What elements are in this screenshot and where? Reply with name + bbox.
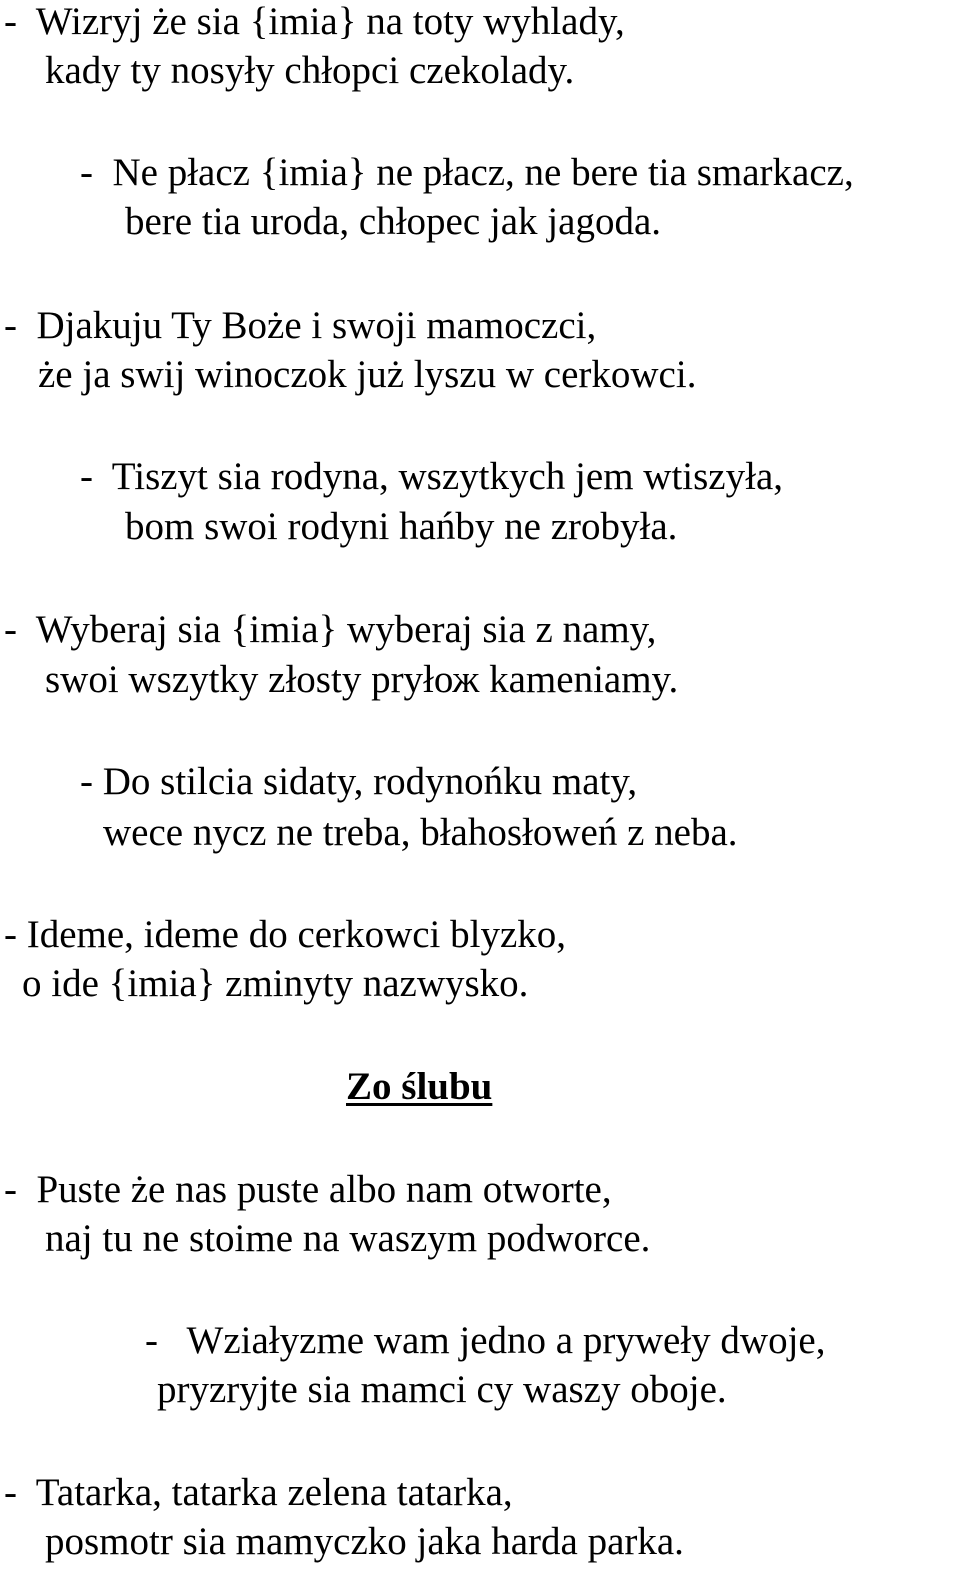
stanza-4-line-1: - Tiszyt sia rodyna, wszytkych jem wtiszyła, [80,455,784,498]
stanza-7-line-2: o ide {imia} zminyty nazwysko. [22,962,529,1005]
stanza-3-line-1: - Djakuju Ty Bożе i swoji mamoczci, [4,304,597,347]
stanza-2-line-2: bere tia uroda, chłopec jak jagoda. [125,200,662,243]
stanza-6-line-1: - Do stilcia sidaty, rodynońku maty, [80,760,638,803]
stanza-3-line-2: że ja swij winoczok już lyszu w cerkowci. [38,353,697,396]
stanza-1-line-1: - Wizryj że sia {imia} na toty wyhlady, [4,0,625,43]
stanza-8-line-1: - Puste że nas puste albo nam otworte, [4,1168,612,1211]
stanza-10-line-2: posmotr sia mamyczko jaka harda parka. [45,1520,684,1563]
stanza-6-line-2: wece nycz ne treba, błahosłoweń z neba. [103,811,738,854]
stanza-4-line-2: bom swoi rodyni hańby ne zrobyła. [125,505,678,548]
stanza-5-line-2: swoi wszytky złosty pryłож kameniamy. [45,658,679,701]
stanza-10-line-1: - Tatarka, tatarka zelena tatarka, [4,1471,513,1514]
stanza-1-line-2: kady ty nosyły chłopci czekolady. [45,49,575,92]
stanza-2-line-1: - Ne płacz {imia} ne płacz, ne bere tia smarkacz, [80,151,854,194]
stanza-9-line-1: - Wziałyzme wam jedno a pryweły dwoje, [145,1319,826,1362]
stanza-8-line-2: naj tu ne stoime na waszym podworce. [45,1217,651,1260]
section-heading: Zo ślubu [346,1065,493,1108]
stanza-9-line-2: pryzryjte sia mamci cy waszy oboje. [157,1368,727,1411]
stanza-5-line-1: - Wyberaj sia {imia} wyberaj sia z namy, [4,608,657,651]
stanza-7-line-1: - Ideme, ideme do cerkowci blyzko, [4,913,567,956]
